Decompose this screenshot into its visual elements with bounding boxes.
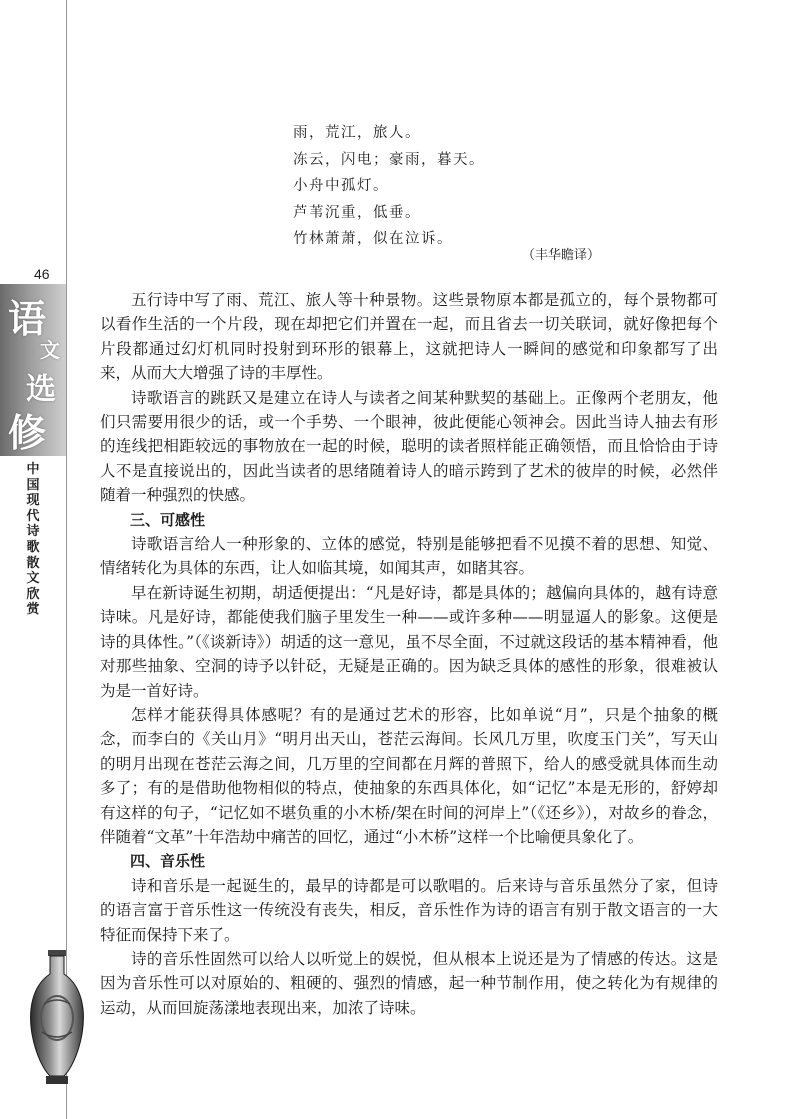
- side-subtitle-char: 国: [26, 477, 40, 493]
- poem-line: 冻云，闪电；豪雨，暮天。: [293, 151, 485, 168]
- side-tab-char: 文: [40, 338, 60, 362]
- side-tab-char: 语: [8, 296, 47, 341]
- side-subtitle-char: 中: [26, 462, 40, 477]
- section-heading: 三、可感性: [130, 510, 206, 529]
- side-subtitle-char: 文: [26, 571, 40, 587]
- paragraph: 诗的音乐性固然可以给人以听觉上的娱悦，但从根本上说还是为了情感的传达。这是因为音乐性可以对原始的、粗硬的、强烈的情感，起一种节制作用，使之转化为有规律的运动，从而回旋荡漾地表现出来，加浓了诗味。: [100, 949, 718, 1017]
- body-text: [100, 288, 718, 1020]
- side-subtitle-char: 歌: [26, 539, 40, 555]
- page-number: 46: [34, 266, 50, 282]
- section-heading: 四、音乐性: [130, 852, 206, 871]
- side-subtitle-char: 代: [26, 508, 40, 524]
- poem-line: 芦苇沉重，低垂。: [293, 204, 421, 221]
- poem-line: 雨，荒江，旅人。: [293, 125, 421, 141]
- paragraph: 怎样才能获得具体感呢？有的是通过艺术的形容，比如单说“月”，只是个抽象的概念，而李白的《关山月》“明月出天山，苍茫云海间。长风几万里，吹度玉门关”，写天山的明月出现在苍茫云海之间，几万里的空间都在月辉的普照下，给人的感受就具体而生动多了；有的是借助他物相似的特点，使抽象的东西具体化，如“记忆”本是无形的，舒婷却有这样的句子，“记忆如不堪负重的小木桥/架在时间的河岸上”（《还乡》），对故乡的眷念，伴随着“文革”十年浩劫中痛苦的回忆，通过“小木桥”这样一个比喻便具象化了。: [100, 705, 718, 846]
- side-subtitle-char: 欣: [26, 586, 40, 602]
- side-subtitle: [22, 462, 44, 618]
- poem-block: [293, 120, 485, 253]
- translator-credit: （丰华瞻译）: [522, 248, 601, 263]
- paragraph: 诗歌语言给人一种形象的、立体的感觉，特别是能够把看不见摸不着的思想、知觉、情绪转化为具体的东西，让人如临其境，如闻其声，如睹其容。: [100, 535, 718, 578]
- side-subtitle-char: 散: [26, 555, 40, 571]
- side-subtitle-char: 诗: [26, 524, 40, 540]
- cloisonne-vase-image: [24, 948, 90, 1088]
- poem-line: 小舟中孤灯。: [293, 178, 389, 194]
- paragraph: 早在新诗诞生初期，胡适便提出：“凡是好诗，都是具体的；越偏向具体的，越有诗意诗味。凡是好诗，都能使我们脑子里发生一种——或许多种——明显逼人的影象。这便是诗的具体性。”（《谈新诗》）胡适的这一意见，虽不尽全面，不过就这段话的基本精神看，他对那些抽象、空洞的诗予以针砭，无疑是正确的。因为缺乏具体的感性的形象，很难被认为是一首好诗。: [100, 583, 718, 700]
- side-subtitle-char: 赏: [26, 602, 40, 618]
- side-tab: [0, 284, 66, 456]
- paragraph: 诗歌语言的跳跃又是建立在诗人与读者之间某种默契的基础上。正像两个老朋友，他们只需要用很少的话，或一个手势、一个眼神，彼此便能心领神会。因此当诗人抽去有形的连线把相距较远的事物放在一起的时候，聪明的读者照样能正确领悟，而且恰恰由于诗人不是直接说出的，因此当读者的思绪随着诗人的暗示跨到了艺术的彼岸的时候，必然伴随着一种强烈的快感。: [100, 388, 718, 505]
- side-tab-char: 选: [26, 372, 56, 407]
- side-subtitle-char: 现: [26, 493, 40, 509]
- paragraph: 诗和音乐是一起诞生的，最早的诗都是可以歌唱的。后来诗与音乐虽然分了家，但诗的语言富于音乐性这一传统没有丧失，相反，音乐性作为诗的语言有别于散文语言的一大特征而保持下来了。: [100, 876, 718, 944]
- poem-line: 竹林萧萧，似在泣诉。: [293, 231, 453, 247]
- paragraph: 五行诗中写了雨、荒江、旅人等十种景物。这些景物原本都是孤立的，每个景物都可以看作生活的一个片段，现在却把它们并置在一起，而且省去一切关联词，就好像把每个片段都通过幻灯机同时投射到环形的银幕上，这就把诗人一瞬间的感觉和印象都写了出来，从而大大增强了诗的丰厚性。: [100, 291, 718, 383]
- side-tab-char: 修: [8, 410, 47, 455]
